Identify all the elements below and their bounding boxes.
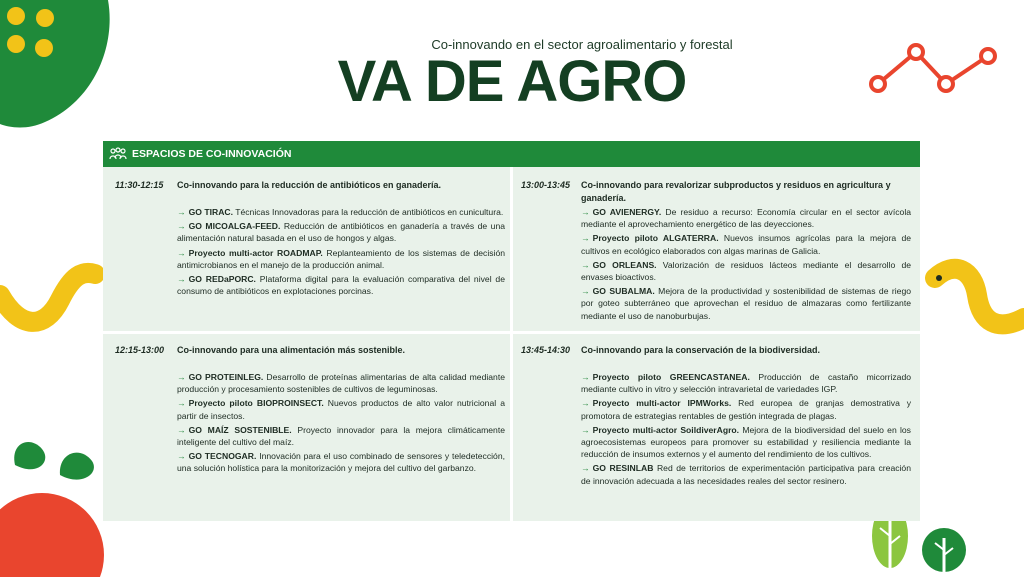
arrow-right-icon: → (177, 274, 186, 285)
panel-heading: ESPACIOS DE CO-INNOVACIÓN (132, 148, 292, 160)
arrow-right-icon: → (581, 424, 590, 435)
header-subtitle: Co-innovando en el sector agroalimentario y forestal (431, 37, 733, 52)
co-innovation-panel (103, 141, 920, 521)
session-title: Co-innovando para una alimentación más sostenible. (177, 345, 406, 355)
session-item: → GO AVIENERGY. De residuo a recurso: Economía circular en el sector avícola mediante el aprovechamiento energético de las deyecciones. (581, 207, 912, 230)
session-item: → GO TECNOGAR. Innovación para el uso combinado de sensores y teledetección, una solución holística para la monitorización y mejora del cultivo del garbanzo. (177, 451, 506, 474)
session-item: → Proyecto multi-actor SoildiverAgro. Mejora de la biodiversidad del suelo en los agroecosistemas europeos para promover su estabilidad y resiliencia mediante la reducción de insumos externos y el aumento del rendimiento de los cultivos. (581, 424, 911, 460)
session-items (177, 371, 505, 477)
arrow-right-icon: → (581, 207, 590, 217)
arrow-right-icon: → (177, 372, 186, 382)
session-item: → Proyecto multi-actor ROADMAP. Replanteamiento de los sistemas de decisión antimicrobianos en el manejo de la producción animal. (177, 247, 506, 270)
arrow-right-icon: → (177, 451, 186, 462)
session-item: → Proyecto multi-actor IPMWorks. Red europea de granjas demostrativa y promotora de estrategias rentables de gestión integrada de plagas. (581, 398, 912, 421)
session-time: 11:30-12:15 (115, 180, 164, 190)
session-item: → Proyecto piloto ALGATERRA. Nuevos insumos agrícolas para la mejora de cultivos en ecológico elaborados con algas marinas de Galicia. (581, 233, 912, 256)
session-item: → GO REDaPORC. Plataforma digital para la evaluación comparativa del nivel de consumo de antibióticos en explotaciones porcinas. (177, 274, 505, 297)
arrow-right-icon: → (581, 398, 590, 409)
left-yellow-worm-decoration (0, 240, 110, 350)
group-people-icon (109, 147, 127, 161)
arrow-right-icon: → (177, 207, 186, 217)
session-title: Co-innovando para revalorizar subproductos y residuos en agricultura y ganadería. (581, 180, 891, 203)
session-time: 13:45-14:30 (521, 345, 571, 355)
session-cell (115, 179, 506, 329)
bottom-left-leaves-decoration (0, 415, 110, 577)
session-items (177, 206, 505, 299)
session-item: → Proyecto piloto GREENCASTANEA. Producción de castaño micorrizado mediante cultivo in vitro y selección intravarietal de variedades IGP. (581, 372, 912, 395)
right-yellow-worm-decoration (915, 250, 1024, 360)
arrow-right-icon: → (177, 398, 186, 409)
session-item: → GO TIRAC. Técnicas Innovadoras para la reducción de antibióticos en cunicultura. (177, 207, 504, 217)
panel-header (103, 141, 920, 167)
row-divider (103, 331, 920, 334)
column-divider (510, 167, 513, 521)
arrow-right-icon: → (581, 259, 590, 270)
session-item: → Proyecto piloto BIOPROINSECT. Nuevos productos de alto valor nutricional a partir de insectos. (177, 398, 505, 421)
session-item: → GO MICOALGA-FEED. Reducción de antibióticos en ganadería a través de una alimentación natural basada en el uso de hongos y algas. (177, 221, 505, 244)
session-item: → GO RESINLAB Red de territorios de experimentación participativa para creación de innovación adecuada a las necesidades reales del sector resinero. (581, 463, 911, 486)
session-item: → GO MAÍZ SOSTENIBLE. Proyecto innovador para la mejora climáticamente inteligente del cultivo del maíz. (177, 424, 505, 448)
arrow-right-icon: → (581, 372, 590, 382)
session-items (581, 206, 911, 324)
session-item: → GO PROTEINLEG. Desarrollo de proteínas alimentarias de alta calidad mediante producción y procesamiento sostenibles de cultivos de leguminosas. (177, 372, 505, 395)
session-cell (115, 344, 506, 514)
session-cell (521, 344, 911, 514)
header-title: VA DE AGRO (337, 49, 687, 114)
session-time: 12:15-13:00 (115, 345, 165, 355)
session-item: → GO SUBALMA. Mejora de la productividad y sostenibilidad de sistemas de riego por goteo subterráneo que aprovechan el residuo de almazaras como fertilizante mediante el uso de nanoburbujas. (581, 286, 911, 321)
session-title: Co-innovando para la reducción de antibióticos en ganadería. (177, 180, 442, 190)
session-title: Co-innovando para la conservación de la biodiversidad. (581, 345, 821, 355)
arrow-right-icon: → (581, 463, 590, 474)
arrow-right-icon: → (581, 233, 590, 244)
session-time: 13:00-13:45 (521, 180, 571, 190)
arrow-right-icon: → (177, 221, 186, 232)
arrow-right-icon: → (177, 424, 186, 435)
arrow-right-icon: → (177, 247, 186, 258)
arrow-right-icon: → (581, 286, 590, 297)
session-item: → GO ORLEANS. Valorización de residuos lácteos mediante el desarrollo de envases bioactivos. (581, 259, 912, 283)
session-cell (521, 179, 911, 329)
session-items (581, 371, 911, 489)
